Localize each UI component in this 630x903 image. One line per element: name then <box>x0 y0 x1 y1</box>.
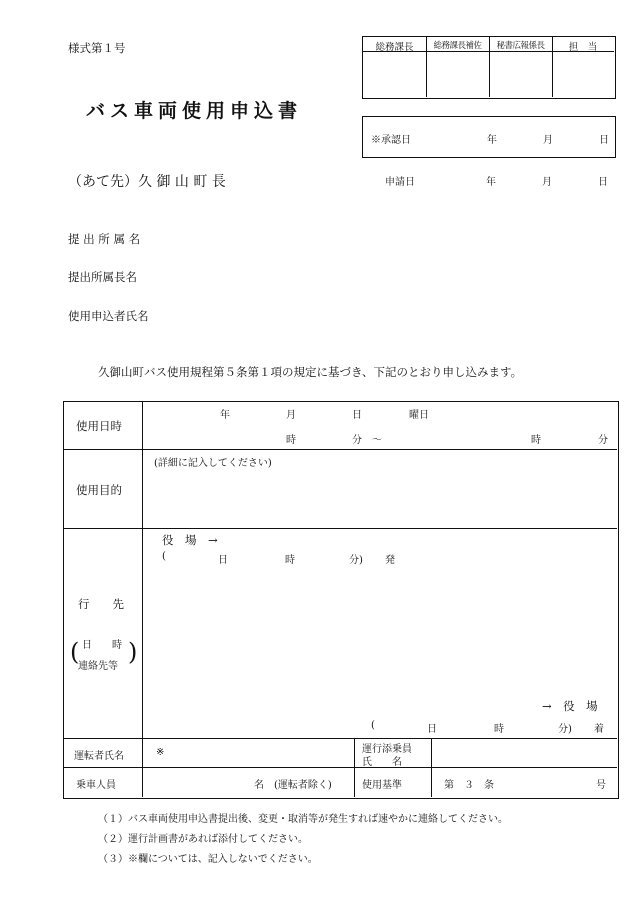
return-day-label: 日 <box>427 724 437 735</box>
form-number: 様式第１号 <box>68 41 126 55</box>
passengers-label: 乗車人員 <box>76 780 116 791</box>
approval-header-pr-section-chief: 秘書広報係長 <box>496 41 545 51</box>
usage-year-label: 年 <box>220 410 230 421</box>
departure-hour-label: 時 <box>285 555 295 566</box>
departure-mark: 発 <box>385 555 395 566</box>
approval-header-general-affairs-chief: 総務課長 <box>375 42 414 53</box>
return-hour-label: 時 <box>494 724 504 735</box>
note-3: （３）※欄については、記入しないでください。 <box>98 854 318 865</box>
standard-article: 第 ３ 条 <box>444 780 494 791</box>
page-title: バス車両使用申込書 <box>86 100 303 122</box>
approval-month-label: 月 <box>543 135 553 146</box>
departure-minute-label: 分) <box>349 555 363 566</box>
purpose-label: 使用目的 <box>76 483 122 497</box>
approval-year-label: 年 <box>487 135 497 146</box>
departure-town-hall: 役 場 → <box>162 533 218 547</box>
destination-datetime-label: 日 時 <box>82 640 122 651</box>
approval-header-deputy-chief: 総務課長補佐 <box>433 41 482 51</box>
dept-label: 提 出 所 属 名 <box>68 232 141 246</box>
passengers-unit: 名 (運転者除く) <box>254 780 332 791</box>
standard-label: 使用基準 <box>362 780 402 791</box>
statement: 久御山町バス使用規程第５条第１項の規定に基づき、下記のとおり申し込みます。 <box>98 365 523 379</box>
usage-start-minute-label: 分 ～ <box>352 435 382 446</box>
note-1: （１）バス車両使用申込書提出後、変更・取消等が発生すれば速やかに連絡してください。 <box>98 814 508 825</box>
driver-label: 運転者氏名 <box>74 751 124 762</box>
usage-date-label: 使用日時 <box>76 419 122 433</box>
departure-day-label: 日 <box>218 555 228 566</box>
purpose-hint: (詳細に記入してください) <box>154 458 272 469</box>
standard-item: 号 <box>596 780 606 791</box>
note-2: （２）運行計画書があれば添付してください。 <box>98 834 308 845</box>
application-day-label: 日 <box>598 177 608 188</box>
addressee: （あて先）久 御 山 町 長 <box>68 174 226 190</box>
application-table <box>63 401 619 799</box>
application-year-label: 年 <box>486 177 496 188</box>
approval-date-box <box>362 116 616 158</box>
close-bracket: ) <box>128 638 138 666</box>
staff-label: 運行添乗員 <box>362 744 412 755</box>
usage-end-hour-label: 時 <box>531 435 541 446</box>
approval-date-label: ※承認日 <box>371 135 411 146</box>
return-paren-open: ( <box>371 720 375 731</box>
open-bracket: ( <box>70 638 80 666</box>
approval-stamp-box <box>362 36 616 99</box>
return-town-hall: → 役 場 <box>542 699 598 713</box>
driver-mark: ※ <box>156 747 165 758</box>
departure-paren-open: ( <box>162 551 166 562</box>
staff-name-label: 氏 名 <box>362 757 402 768</box>
usage-day-label: 日 <box>352 410 362 421</box>
usage-end-minute-label: 分 <box>598 435 608 446</box>
approval-header-staff: 担 当 <box>568 42 598 53</box>
application-date-label: 申請日 <box>385 177 415 188</box>
application-month-label: 月 <box>542 177 552 188</box>
destination-label: 行 先 <box>78 597 124 611</box>
return-minute-label: 分) <box>558 724 572 735</box>
return-mark: 着 <box>594 724 604 735</box>
destination-contact-label: 連絡先等 <box>78 661 118 672</box>
approval-day-label: 日 <box>599 135 609 146</box>
usage-weekday-label: 曜日 <box>409 410 429 421</box>
usage-start-hour-label: 時 <box>286 435 296 446</box>
applicant-label: 使用申込者氏名 <box>68 309 149 323</box>
usage-month-label: 月 <box>286 410 296 421</box>
dept-head-label: 提出所属長名 <box>68 270 137 284</box>
